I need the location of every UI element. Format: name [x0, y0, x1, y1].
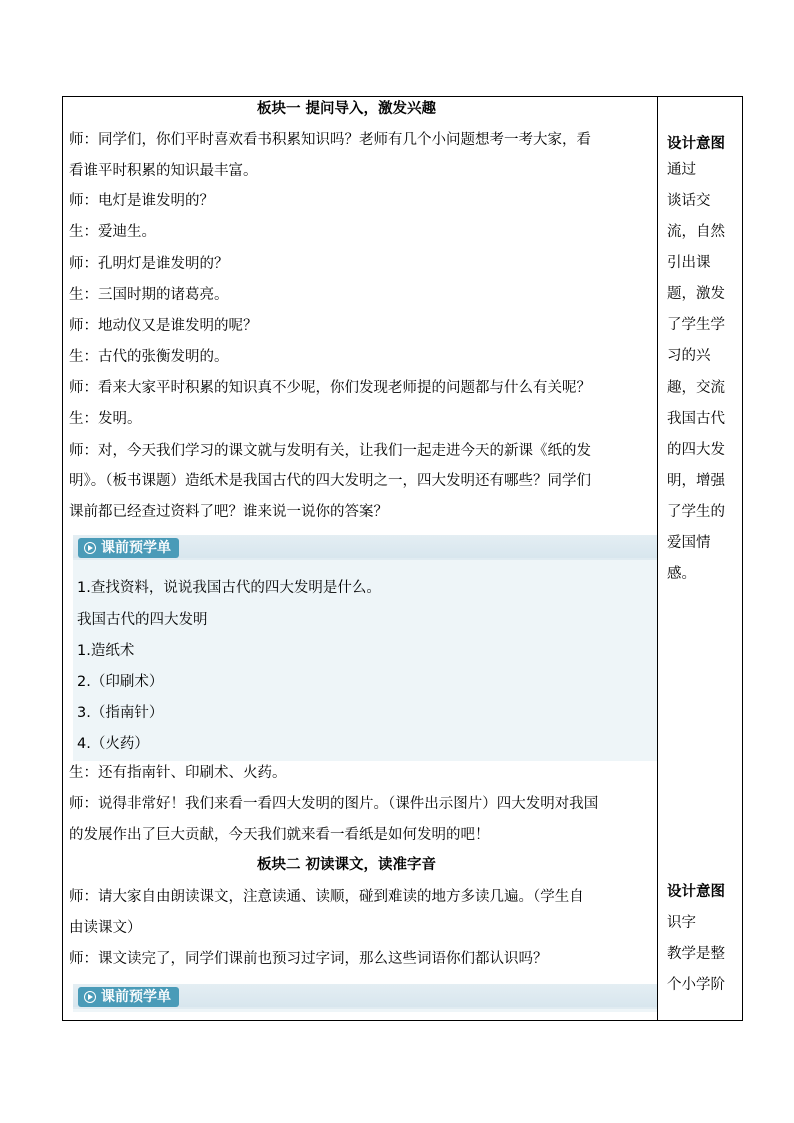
- text-line: 生：发明。: [69, 411, 142, 427]
- design-intent-line: 谈话交: [667, 193, 711, 209]
- text-line: 师：说得非常好！我们来看一看四大发明的图片。（课件出示图片）四大发明对我国: [69, 796, 599, 812]
- text-line: 师：同学们，你们平时喜欢看书积累知识吗？老师有几个小问题想考一考大家，看: [69, 132, 591, 148]
- play-icon: [84, 991, 96, 1003]
- text-line: 课前都已经查过资料了吧？谁来说一说你的答案？: [69, 504, 388, 520]
- text-line: 由读课文）: [69, 920, 142, 936]
- text-line: 生：爱迪生。: [69, 224, 156, 240]
- design-intent-line: 引出课: [667, 255, 711, 271]
- section2-heading: 板块二 初读课文，读准字音: [257, 857, 437, 873]
- preview-box-header: [73, 984, 657, 1009]
- preview-box: [73, 535, 657, 761]
- preview-line: 1.查找资料，说说我国古代的四大发明是什么。: [77, 580, 381, 596]
- column-divider: [657, 97, 658, 1020]
- preview-box-header: [73, 535, 657, 560]
- text-line: 明》。（板书课题）造纸术是我国古代的四大发明之一，四大发明还有哪些？同学们: [69, 473, 591, 489]
- text-line: 生：古代的张衡发明的。: [69, 349, 229, 365]
- text-line: 师：地动仪又是谁发明的呢？: [69, 318, 258, 334]
- design-intent-line: 习的兴: [667, 348, 711, 364]
- preview-tag-label: 课前预学单: [101, 989, 171, 1005]
- design-intent-line: 教学是整: [667, 946, 725, 962]
- design-intent-line: 流，自然: [667, 224, 725, 240]
- text-line: 生：还有指南针、印刷术、火药。: [69, 765, 287, 781]
- text-line: 师：看来大家平时积累的知识真不少呢，你们发现老师提的问题都与什么有关呢？: [69, 380, 591, 396]
- preview-line: 我国古代的四大发明: [77, 612, 208, 628]
- design-intent-line: 识字: [667, 915, 696, 931]
- design-intent-line: 我国古代: [667, 411, 725, 427]
- design-intent-line: 爱国情: [667, 535, 711, 551]
- preview-line: 2.（印刷术）: [77, 674, 164, 690]
- preview-line: 1.造纸术: [77, 643, 135, 659]
- text-line: 师：孔明灯是谁发明的？: [69, 256, 229, 272]
- preview-line: 3.（指南针）: [77, 705, 164, 721]
- design-intent-line: 趣，交流: [667, 380, 725, 396]
- design-intent-line: 感。: [667, 566, 696, 582]
- section1-heading: 板块一 提问导入，激发兴趣: [257, 101, 437, 117]
- design-intent-title: 设计意图: [667, 136, 725, 152]
- preview-box: [73, 984, 657, 1012]
- design-intent-line: 了学生的: [667, 504, 725, 520]
- design-intent-line: 的四大发: [667, 442, 725, 458]
- preview-tag-label: 课前预学单: [101, 540, 171, 556]
- design-intent-line: 题，激发: [667, 286, 725, 302]
- design-intent-line: 了学生学: [667, 317, 725, 333]
- text-line: 师：请大家自由朗读课文，注意读通、读顺，碰到难读的地方多读几遍。（学生自: [69, 889, 584, 905]
- play-icon: [84, 542, 96, 554]
- design-intent-title: 设计意图: [667, 884, 725, 900]
- text-line: 生：三国时期的诸葛亮。: [69, 287, 229, 303]
- lesson-table: [62, 96, 743, 1021]
- preview-tag: [78, 538, 179, 558]
- text-line: 师：电灯是谁发明的？: [69, 193, 214, 209]
- design-intent-line: 明，增强: [667, 473, 725, 489]
- text-line: 的发展作出了巨大贡献，今天我们就来看一看纸是如何发明的吧！: [69, 827, 490, 843]
- text-line: 师：对，今天我们学习的课文就与发明有关，让我们一起走进今天的新课《纸的发: [69, 443, 591, 459]
- preview-tag: [78, 987, 179, 1007]
- text-line: 师：课文读完了，同学们课前也预习过字词，那么这些词语你们都认识吗？: [69, 951, 548, 967]
- design-intent-line: 个小学阶: [667, 977, 725, 993]
- preview-line: 4.（火药）: [77, 736, 149, 752]
- text-line: 看谁平时积累的知识最丰富。: [69, 163, 258, 179]
- design-intent-line: 通过: [667, 162, 696, 178]
